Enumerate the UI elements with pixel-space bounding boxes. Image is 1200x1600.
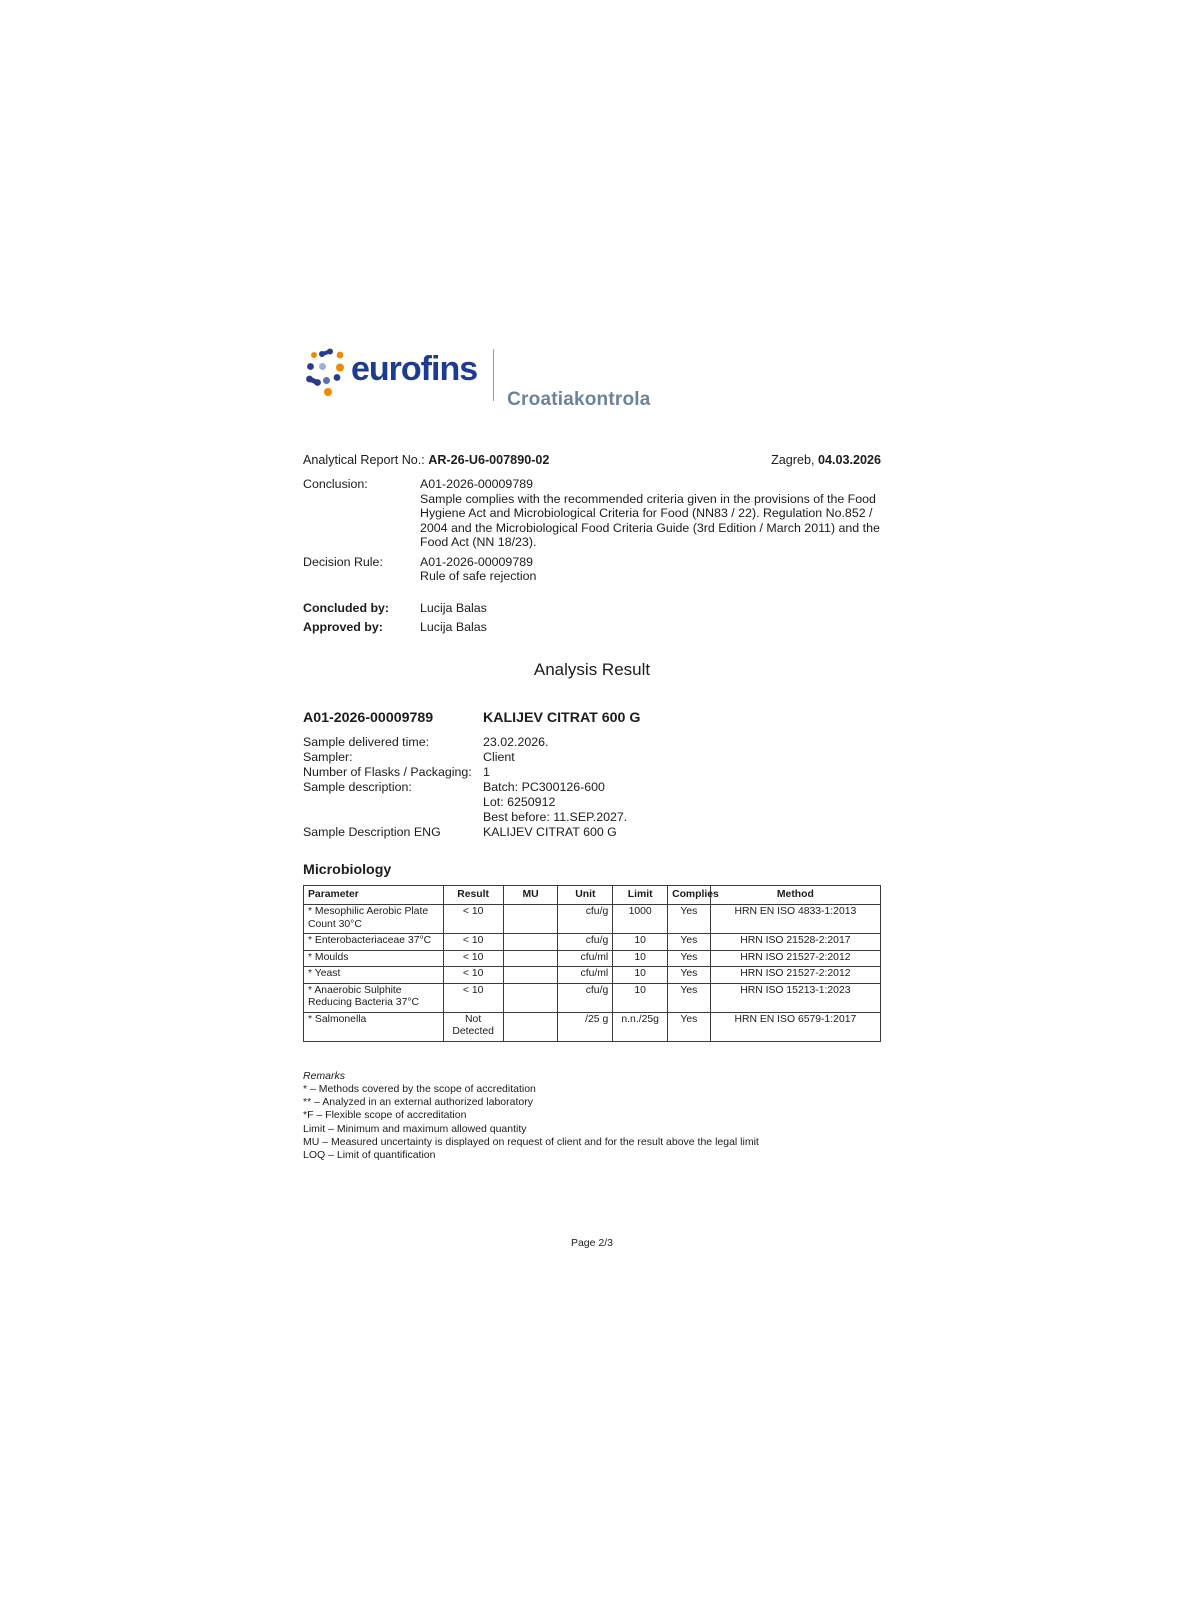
- microbiology-table-header: [304, 885, 881, 905]
- logo-divider: [493, 349, 494, 401]
- table-cell-param: * Salmonella: [304, 1012, 444, 1041]
- remark-line: LOQ – Limit of quantification: [303, 1149, 436, 1162]
- table-cell-unit: cfu/g: [558, 905, 613, 934]
- detail-value-line: KALIJEV CITRAT 600 G: [483, 824, 617, 839]
- approved-by-value: Lucija Balas: [420, 619, 487, 634]
- city-label: Zagreb,: [771, 453, 815, 467]
- eurofins-logo: [303, 347, 881, 409]
- conclusion-label: Conclusion:: [303, 477, 368, 491]
- table-cell-mu: [503, 934, 558, 951]
- microbiology-table: [303, 885, 881, 1042]
- eurofins-wordmark: eurofins: [351, 350, 478, 388]
- table-row: [304, 905, 881, 934]
- table-cell-mu: [503, 950, 558, 967]
- table-cell-param: * Mesophilic Aerobic Plate Count 30°C: [304, 905, 444, 934]
- remark-line: ** – Analyzed in an external authorized laboratory: [303, 1096, 533, 1109]
- table-cell-limit: 10: [613, 934, 668, 951]
- column-header-result: Result: [443, 885, 503, 905]
- table-cell-param: * Enterobacteriaceae 37°C: [304, 934, 444, 951]
- table-row: [304, 934, 881, 951]
- remark-line: *F – Flexible scope of accreditation: [303, 1109, 467, 1122]
- table-cell-method: HRN ISO 21527-2:2012: [710, 967, 880, 984]
- conclusion-text: Sample complies with the recommended criteria given in the provisions of the Food Hygiene Act and Microbiological Criteria for Food (NN83 / 22). Regulation No.852 / 2004 and the Microbiological Food Criteria Guide (3rd Edition / March 2011) and the Food Act (NN 18/23).: [420, 492, 880, 549]
- decision-rule-row: [303, 555, 881, 583]
- decision-rule-sample-id: A01-2026-00009789: [420, 555, 533, 570]
- table-header-row: [304, 885, 881, 905]
- table-cell-limit: 10: [613, 950, 668, 967]
- sample-detail-row: [303, 735, 881, 750]
- table-cell-mu: [503, 983, 558, 1012]
- table-cell-result: < 10: [443, 950, 503, 967]
- detail-value: [483, 765, 881, 780]
- eurofins-logo-icon: [303, 347, 349, 399]
- approved-by-row: [303, 620, 881, 634]
- remark-line: * – Methods covered by the scope of accreditation: [303, 1083, 536, 1096]
- table-cell-method: HRN EN ISO 4833-1:2013: [710, 905, 880, 934]
- table-row: [304, 967, 881, 984]
- concluded-by-value: Lucija Balas: [420, 601, 487, 616]
- table-cell-result: < 10: [443, 967, 503, 984]
- sample-detail-row: [303, 780, 881, 825]
- table-cell-param: * Moulds: [304, 950, 444, 967]
- remark-line: Limit – Minimum and maximum allowed quantity: [303, 1122, 527, 1135]
- page-number: Page 2/3: [570, 1237, 614, 1249]
- table-cell-complies: Yes: [668, 934, 711, 951]
- detail-value-line: Best before: 11.SEP.2027.: [483, 809, 628, 824]
- detail-label: Number of Flasks / Packaging:: [303, 764, 472, 779]
- table-cell-limit: n.n./25g: [613, 1012, 668, 1041]
- column-header-complies: Complies: [668, 885, 711, 905]
- detail-value-line: Batch: PC300126-600: [483, 779, 605, 794]
- detail-label: Sample Description ENG: [303, 824, 441, 839]
- table-cell-result: < 10: [443, 905, 503, 934]
- table-cell-param: * Yeast: [304, 967, 444, 984]
- croatiakontrola-wordmark: Croatiakontrola: [507, 389, 651, 410]
- report-number: [303, 453, 549, 467]
- concluded-by-label: Concluded by:: [303, 601, 390, 616]
- column-header-method: Method: [710, 885, 880, 905]
- place-date: [771, 453, 881, 467]
- table-cell-method: HRN ISO 15213-1:2023: [710, 983, 880, 1012]
- approved-by-label: Approved by:: [303, 619, 383, 634]
- sample-details: [303, 735, 881, 840]
- table-cell-mu: [503, 905, 558, 934]
- table-cell-unit: cfu/ml: [558, 967, 613, 984]
- report-content: [303, 347, 881, 1162]
- report-number-label: Analytical Report No.:: [303, 453, 425, 467]
- table-row: [304, 983, 881, 1012]
- conclusion-row: [303, 477, 881, 549]
- remarks-lines: [303, 1083, 881, 1162]
- detail-value-line: Lot: 6250912: [483, 794, 556, 809]
- remarks-section: [303, 1070, 881, 1162]
- table-cell-unit: cfu/g: [558, 934, 613, 951]
- report-number-value: AR-26-U6-007890-02: [428, 453, 550, 467]
- table-cell-unit: cfu/g: [558, 983, 613, 1012]
- sample-id: A01-2026-00009789: [303, 709, 434, 726]
- decision-rule-label: Decision Rule:: [303, 555, 383, 570]
- table-row: [304, 950, 881, 967]
- table-cell-result: < 10: [443, 983, 503, 1012]
- table-cell-unit: cfu/ml: [558, 950, 613, 967]
- table-cell-limit: 10: [613, 967, 668, 984]
- remarks-title: Remarks: [303, 1069, 346, 1082]
- microbiology-table-body: [304, 905, 881, 1042]
- report-number-line: [303, 453, 881, 467]
- table-cell-unit: /25 g: [558, 1012, 613, 1041]
- conclusion-value: [420, 477, 881, 549]
- table-cell-complies: Yes: [668, 967, 711, 984]
- table-cell-limit: 1000: [613, 905, 668, 934]
- column-header-unit: Unit: [558, 885, 613, 905]
- table-cell-param: * Anaerobic Sulphite Reducing Bacteria 37°C: [304, 983, 444, 1012]
- conclusion-sample-id: A01-2026-00009789: [420, 477, 533, 491]
- sample-header: [303, 710, 881, 726]
- table-cell-method: HRN ISO 21528-2:2017: [710, 934, 880, 951]
- table-cell-complies: Yes: [668, 983, 711, 1012]
- table-cell-mu: [503, 967, 558, 984]
- table-row: [304, 1012, 881, 1041]
- column-header-limit: Limit: [613, 885, 668, 905]
- table-cell-method: HRN EN ISO 6579-1:2017: [710, 1012, 880, 1041]
- detail-value-line: 1: [483, 764, 490, 779]
- microbiology-title: Microbiology: [303, 861, 392, 878]
- detail-label: Sampler:: [303, 749, 353, 764]
- detail-value: [483, 735, 881, 750]
- sample-name: KALIJEV CITRAT 600 G: [483, 709, 641, 726]
- concluded-by-row: [303, 601, 881, 615]
- detail-value: [483, 825, 881, 840]
- table-cell-result: < 10: [443, 934, 503, 951]
- detail-value: [483, 750, 881, 765]
- table-cell-result: Not Detected: [443, 1012, 503, 1041]
- detail-label: Sample description:: [303, 779, 412, 794]
- detail-value-line: Client: [483, 749, 515, 764]
- decision-rule-text: Rule of safe rejection: [420, 569, 537, 584]
- column-header-mu: MU: [503, 885, 558, 905]
- remark-line: MU – Measured uncertainty is displayed on request of client and for the result above the legal limit: [303, 1135, 759, 1148]
- column-header-parameter: Parameter: [304, 885, 444, 905]
- detail-label: Sample delivered time:: [303, 734, 430, 749]
- sample-detail-row: [303, 825, 881, 840]
- report-date: 04.03.2026: [817, 453, 881, 467]
- decision-rule-value: [420, 555, 881, 583]
- detail-value: [483, 780, 881, 825]
- analysis-result-title: Analysis Result: [533, 659, 651, 679]
- table-cell-complies: Yes: [668, 1012, 711, 1041]
- table-cell-method: HRN ISO 21527-2:2012: [710, 950, 880, 967]
- table-cell-mu: [503, 1012, 558, 1041]
- table-cell-limit: 10: [613, 983, 668, 1012]
- sample-detail-row: [303, 750, 881, 765]
- detail-value-line: 23.02.2026.: [483, 734, 549, 749]
- sample-detail-row: [303, 765, 881, 780]
- table-cell-complies: Yes: [668, 950, 711, 967]
- table-cell-complies: Yes: [668, 905, 711, 934]
